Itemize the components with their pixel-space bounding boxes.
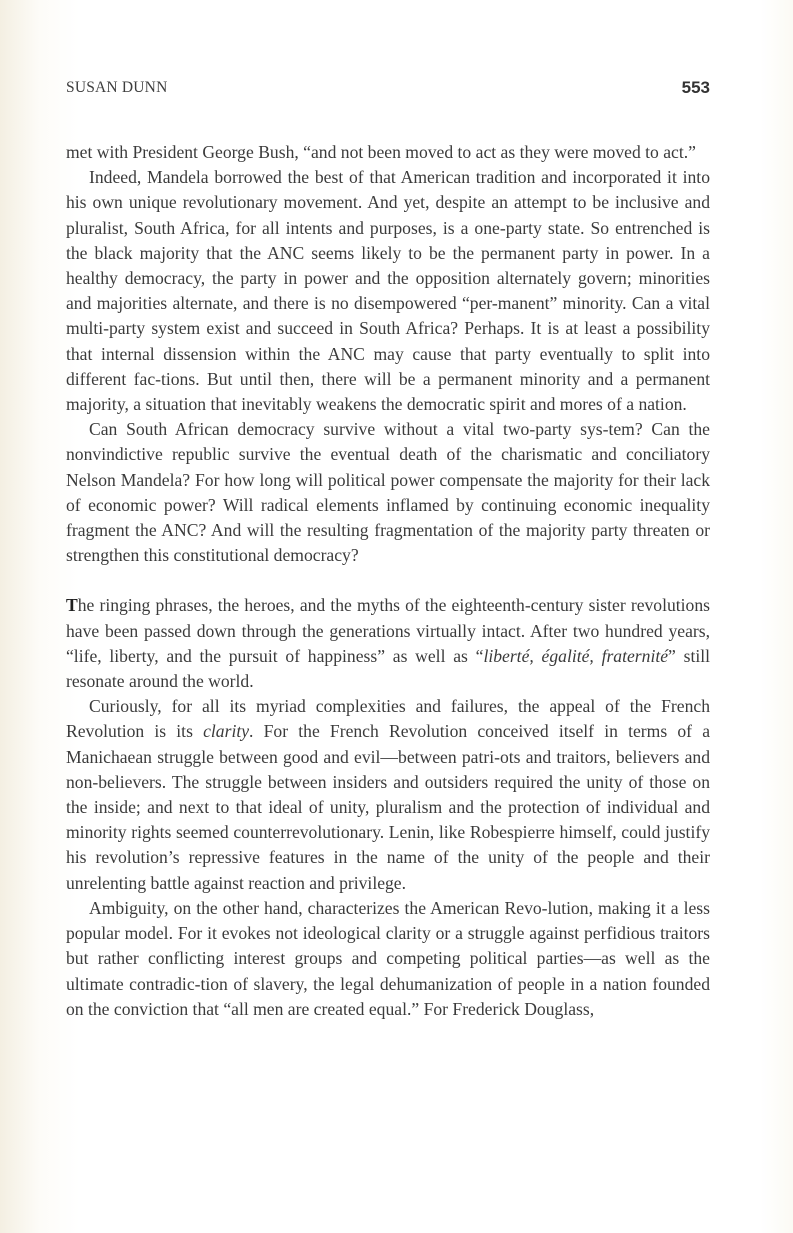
paragraph-south-africa-questions: Can South African democracy survive without a vital two-party sys-tem? Can the nonvindictive republic survive the eventual death of the charismatic and conciliatory Nelson Mandela? For how long will political power compensate the majority for their lack of economic power? Will radical elements inflamed by continuing economic inequality fragment the ANC? And will the resulting fragmentation of the majority party threaten or strengthen this constitutional democracy? (66, 419, 710, 566)
paragraph-text: . For the French Revolution conceived itself in terms of a Manichaean struggle between good and evil—between patri-ots and traitors, believers and non-believers. The struggle between insiders and outsiders required the unity of those on the inside; and next to that ideal of unity, pluralism and the protection of individual and minority rights seemed counterrevolutionary. Lenin, like Robespierre himself, could justify his revolution’s repressive features in the name of the unity of the people and their unrelenting battle against reaction and privilege. (66, 721, 711, 893)
page-number: 553 (681, 78, 710, 97)
paragraph-french-revolution-clarity (66, 694, 710, 896)
italic-phrase-liberte: liberté, égalité, fraternité (483, 645, 669, 666)
italic-word-clarity: clarity (203, 721, 250, 742)
running-head-author: SUSAN DUNN (66, 79, 168, 96)
paragraph-text: Curiously, for all its myriad complexities and failures, the appeal of the French Revolution is its (66, 696, 710, 742)
section-initial-letter: T (66, 595, 78, 616)
body-text (66, 140, 710, 1022)
paragraph-text: ” still resonate around the world. (66, 645, 710, 692)
paragraph-continued: met with President George Bush, “and not been moved to act as they were moved to act.” (66, 142, 696, 162)
running-head (66, 79, 710, 101)
paragraph-text: he ringing phrases, the heroes, and the myths of the eighteenth-century sister revolutions have been passed down through the generations virtually intact. After two hundred years, “life, liberty, and the pursuit of happiness” as well as “ (66, 595, 710, 666)
paragraph-mandela-one-party: Indeed, Mandela borrowed the best of that American tradition and incorporated it into his own unique revolutionary movement. And yet, despite an attempt to be inclusive and pluralist, South Africa, for all intents and purposes, is a one-party state. So entrenched is the black majority that the ANC seems likely to be the permanent party in power. In a healthy democracy, the party in power and the opposition alternately govern; minorities and majorities alternate, and there is no disempowered “per-manent” minority. Can a vital multi-party system exist and succeed in South Africa? Perhaps. It is at least a possibility that internal dissension within the ANC may cause that party eventually to split into different fac-tions. But until then, there will be a permanent minority and a permanent majority, a situation that inevitably weakens the democratic spirit and mores of a nation. (66, 167, 710, 415)
paragraph-american-revolution-ambiguity: Ambiguity, on the other hand, characterizes the American Revo-lution, making it a less popular model. For it evokes not ideological clarity or a struggle against perfidious traitors but rather conflicting interest groups and competing political parties—as well as the ultimate contradic-tion of slavery, the legal dehumanization of people in a nation founded on the conviction that “all men are created equal.” For Frederick Douglass, (66, 897, 710, 1019)
paragraph-section-start (66, 593, 710, 694)
